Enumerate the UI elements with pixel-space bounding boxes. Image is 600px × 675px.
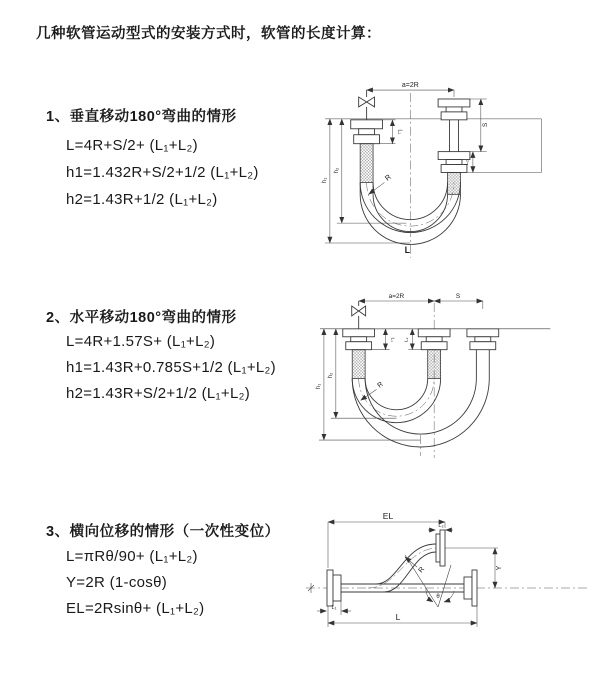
section-1-formula-l: L=4R+S/2+ (L₁+L₂) — [66, 137, 198, 154]
dim-label-l2: L₂ — [404, 337, 410, 343]
dim-label-l1: L₁ — [389, 337, 395, 342]
dim-label-l1: L₁ — [331, 605, 337, 611]
hose-s-curve — [368, 544, 438, 592]
section-3-heading: 3、横向位移的情形（一次性变位） — [46, 524, 280, 540]
dim-label-h1: h₁ — [321, 177, 328, 184]
valve-icon — [352, 301, 366, 329]
dimension-el — [328, 511, 445, 568]
left-flange — [351, 120, 383, 183]
dimension-l — [328, 606, 477, 627]
dimension-s — [434, 293, 483, 309]
diagram-vertical-180-bend — [312, 76, 600, 262]
section-3-formula-el: EL=2Rsinθ+ (L₁+L₂) — [66, 600, 205, 617]
radius-leader — [361, 381, 385, 400]
diagram-lateral-displacement — [298, 508, 598, 653]
dim-label-l2: L₂ — [463, 159, 470, 166]
dim-label-el: EL — [382, 511, 394, 521]
dim-label-s: S — [455, 293, 461, 301]
right-flange — [464, 570, 477, 606]
dim-label-a2r: a=2R — [401, 82, 419, 90]
dimension-a2r — [359, 293, 434, 301]
label-radius: R — [383, 172, 393, 183]
label-theta: θ — [436, 594, 440, 600]
radius-construction — [405, 555, 454, 607]
braided-hose — [360, 144, 373, 183]
hose-u-bend — [352, 378, 489, 455]
dim-label-s: S — [481, 122, 489, 127]
right-flange — [467, 329, 499, 379]
dim-label-h2: h₂ — [327, 372, 334, 379]
label-radius: R — [417, 565, 427, 575]
dim-label-l2: L₂ — [438, 523, 444, 529]
section-1-formula-h1: h1=1.432R+S/2+1/2 (L₁+L₂) — [66, 164, 259, 181]
dim-label-l1: L₁ — [396, 129, 403, 135]
section-2-formula-h2: h2=1.43R+S/2+1/2 (L₁+L₂) — [66, 385, 251, 402]
dim-label-a2r: a=2R — [388, 293, 405, 301]
braided-hose — [352, 350, 365, 379]
dim-label-l: L — [395, 612, 401, 622]
section-1-heading: 1、垂直移动180°弯曲的情形 — [46, 109, 237, 125]
right-flange — [438, 99, 470, 194]
middle-flange — [418, 329, 450, 379]
section-3-formula-l: L=πRθ/90+ (L₁+L₂) — [66, 548, 198, 565]
dimension-l2 — [464, 119, 541, 173]
dim-label-h2: h₂ — [333, 167, 340, 174]
section-3-formula-y: Y=2R (1-cosθ) — [66, 574, 168, 591]
section-1-formula-h2: h2=1.43R+1/2 (L₁+L₂) — [66, 191, 218, 208]
valve-icon — [359, 90, 375, 120]
section-2-heading: 2、水平移动180°弯曲的情形 — [46, 310, 237, 326]
left-flange — [327, 570, 341, 606]
braided-hose — [428, 350, 441, 379]
label-radius: R — [376, 380, 385, 390]
left-flange — [343, 329, 375, 379]
section-2-formula-h1: h1=1.43R+0.785S+1/2 (L₁+L₂) — [66, 359, 276, 376]
dimension-l2 — [428, 523, 453, 530]
raised-flange — [436, 530, 445, 566]
dimension-l1 — [380, 120, 403, 144]
page-title: 几种软管运动型式的安装方式时，软管的长度计算： — [36, 26, 381, 42]
label-length: L — [404, 244, 411, 255]
diagram-horizontal-180-bend — [312, 288, 600, 464]
dim-label-h1: h₁ — [315, 383, 322, 390]
dimension-l1 — [372, 329, 396, 350]
section-2-formula-l: L=4R+1.57S+ (L₁+L₂) — [66, 333, 216, 350]
dim-label-y: Y — [496, 565, 503, 571]
dimension-s — [470, 99, 489, 152]
